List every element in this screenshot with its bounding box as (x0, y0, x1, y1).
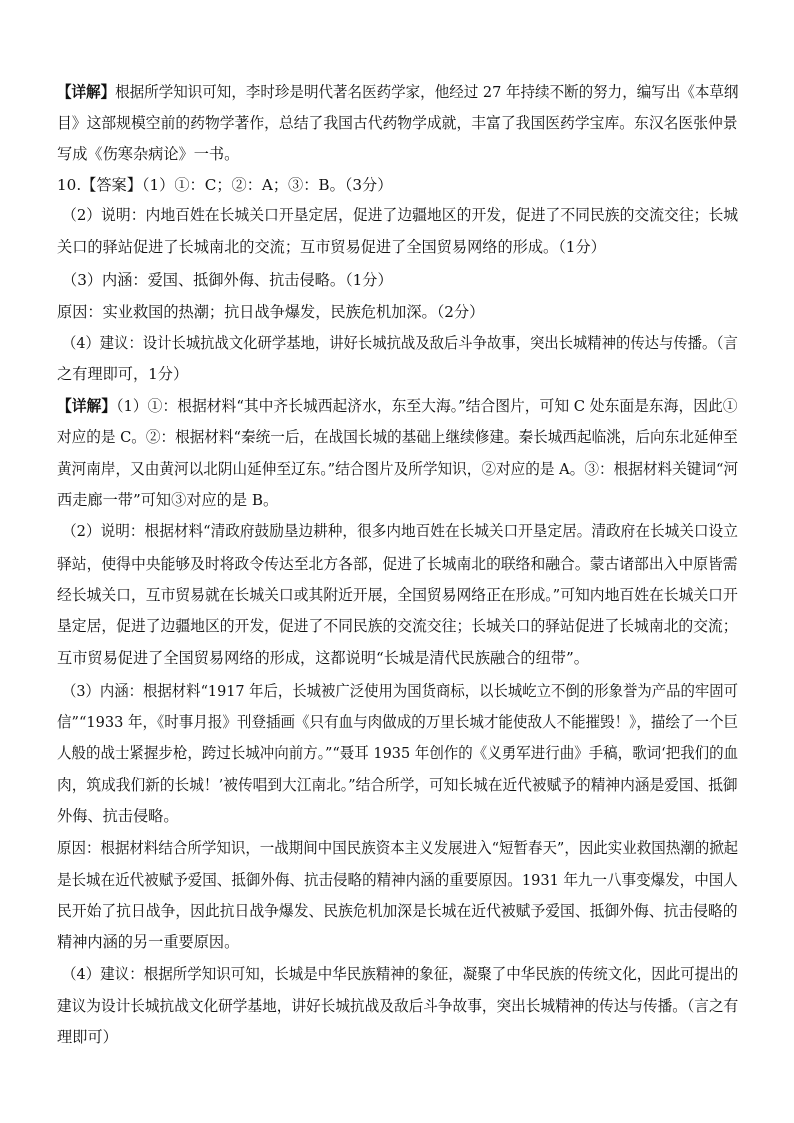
text-segment: 精神内涵的另一重要原因。 (57, 933, 240, 951)
text-segment: 对应的是 C。②：根据材料“秦统一后，在战国长城的基础上继续修建。秦长城西起临洮，后向东北延伸至 (57, 428, 738, 446)
text-segment: （4）建议：根据所学知识可知，长城是中华民族精神的象征，凝聚了中华民族的传统文化，因此可提出的 (62, 965, 739, 983)
text-segment: 10.【答案】 (57, 176, 142, 194)
text-line (57, 82, 738, 102)
text-line (57, 806, 179, 826)
text-line (57, 996, 738, 1016)
text-segment: 目》这部规模空前的药物学著作，总结了我国古代药物学成就，丰富了我国医药学宝库。东汉名医张仲景 (57, 114, 738, 132)
text-line (62, 205, 738, 225)
text-line (57, 870, 738, 890)
text-segment: 关口的驿站促进了长城南北的交流；互市贸易促进了全国贸易网络的形成。（1分） (57, 238, 606, 256)
text-line (57, 113, 738, 133)
text-segment: 人般的战士紧握步枪，跨过长城冲向前方。”“聂耳 1935 年创作的《义勇军进行曲》手稿，歌词‘把我们的血 (57, 744, 739, 762)
text-segment: 外侮、抗击侵略。 (57, 807, 179, 825)
text-line (57, 616, 738, 636)
text-segment: 写成《伤寒杂病论》一书。 (57, 145, 240, 163)
text-line (57, 396, 738, 416)
label-bold: 【详解】 (57, 397, 117, 415)
text-segment: 西走廊一带”可知③对应的是 B。 (57, 491, 279, 509)
text-line (57, 648, 589, 668)
text-segment: （1）①：根据材料“其中齐长城西起济水，东至大海。”结合图片，可知 C 处东面是东海，因此① (116, 397, 738, 415)
text-line (57, 490, 278, 510)
text-line (57, 901, 738, 921)
text-line (57, 838, 738, 858)
text-line (62, 270, 393, 290)
text-segment: （1）①：C；②：A；③：B。（3分） (141, 176, 393, 194)
text-line (62, 521, 738, 541)
text-segment: 驿站，使得中央能够及时将政令传达至北方各部，促进了长城南北的联络和融合。蒙古诸部出入中原皆需 (57, 555, 738, 573)
label-bold: 【详解】 (57, 83, 116, 101)
text-line (57, 554, 738, 574)
text-segment: 原因：根据材料结合所学知识，一战期间中国民族资本主义发展进入“短暂春天”，因此实业救国热潮的掀起 (57, 839, 739, 857)
text-segment: （2）说明：根据材料“清政府鼓励垦边耕种，很多内地百姓在长城关口开垦定居。清政府在长城关口设立 (62, 522, 738, 540)
text-segment: 建议为设计长城抗战文化研学基地，讲好长城抗战及敌后斗争故事，突出长城精神的传达与传播。（言之有 (57, 997, 739, 1015)
text-segment: 经长城关口，互市贸易就在长城关口或其附近开展，全国贸易网络正在形成。”可知内地百姓在长城关口开 (57, 586, 738, 604)
text-segment: 垦定居，促进了边疆地区的开发，促进了不同民族的交流交往；长城关口的驿站促进了长城南北的交流； (57, 617, 738, 635)
text-line (57, 427, 738, 447)
text-line (57, 302, 484, 322)
text-line (57, 237, 606, 257)
text-line (57, 144, 239, 164)
text-segment: （2）说明：内地百姓在长城关口开垦定居，促进了边疆地区的开发，促进了不同民族的交流交往；长城 (62, 206, 739, 224)
text-segment: （3）内涵：根据材料“1917 年后，长城被广泛使用为国货商标，以长城屹立不倒的形象誉为产品的牢固可 (62, 682, 738, 700)
text-segment: 原因：实业救国的热潮；抗日战争爆发，民族危机加深。（2分） (57, 303, 485, 321)
text-line (57, 459, 738, 479)
text-line (57, 364, 188, 384)
text-line (57, 712, 738, 732)
text-line (57, 175, 392, 195)
text-segment: 民开始了抗日战争，因此抗日战争爆发、民族危机加深是长城在近代被赋予爱国、抵御外侮、抗击侵略的 (57, 902, 738, 920)
text-segment: 理即可） (57, 1028, 118, 1046)
text-segment: （4）建议：设计长城抗战文化研学基地，讲好长城抗战及敌后斗争故事，突出长城精神的传达与传播。（言 (62, 334, 738, 352)
text-line (62, 333, 738, 353)
text-segment: 是长城在近代被赋予爱国、抵御外侮、抗击侵略的精神内涵的重要原因。1931 年九一八事变爆发，中国人 (57, 871, 738, 889)
text-segment: 根据所学知识可知，李时珍是明代著名医药学家，他经过 27 年持续不断的努力，编写出《本草纲 (115, 83, 739, 101)
text-segment: 黄河南岸，又由黄河以北阴山延伸至辽东。”结合图片及所学知识，②对应的是 A。③：根据材料关键词“河 (57, 460, 739, 478)
text-line (57, 585, 738, 605)
text-line (57, 932, 239, 952)
text-segment: 信”“1933 年，《时事月报》刊登插画《只有血与肉做成的万里长城才能使敌人不能摧毁！》，描绘了一个巨 (57, 713, 739, 731)
text-segment: 之有理即可，1分） (57, 365, 189, 383)
text-line (62, 964, 738, 984)
text-segment: 互市贸易促进了全国贸易网络的形成，这都说明“长城是清代民族融合的纽带”。 (57, 649, 589, 667)
text-line (57, 743, 738, 763)
text-segment: （3）内涵：爱国、抵御外侮、抗击侵略。（1分） (62, 271, 393, 289)
text-line (57, 1027, 118, 1047)
text-line (57, 775, 738, 795)
text-line (62, 681, 738, 701)
text-segment: 肉，筑成我们新的长城！’被传唱到大江南北。”结合所学，可知长城在近代被赋予的精神内涵是爱国、抵御 (57, 776, 738, 794)
